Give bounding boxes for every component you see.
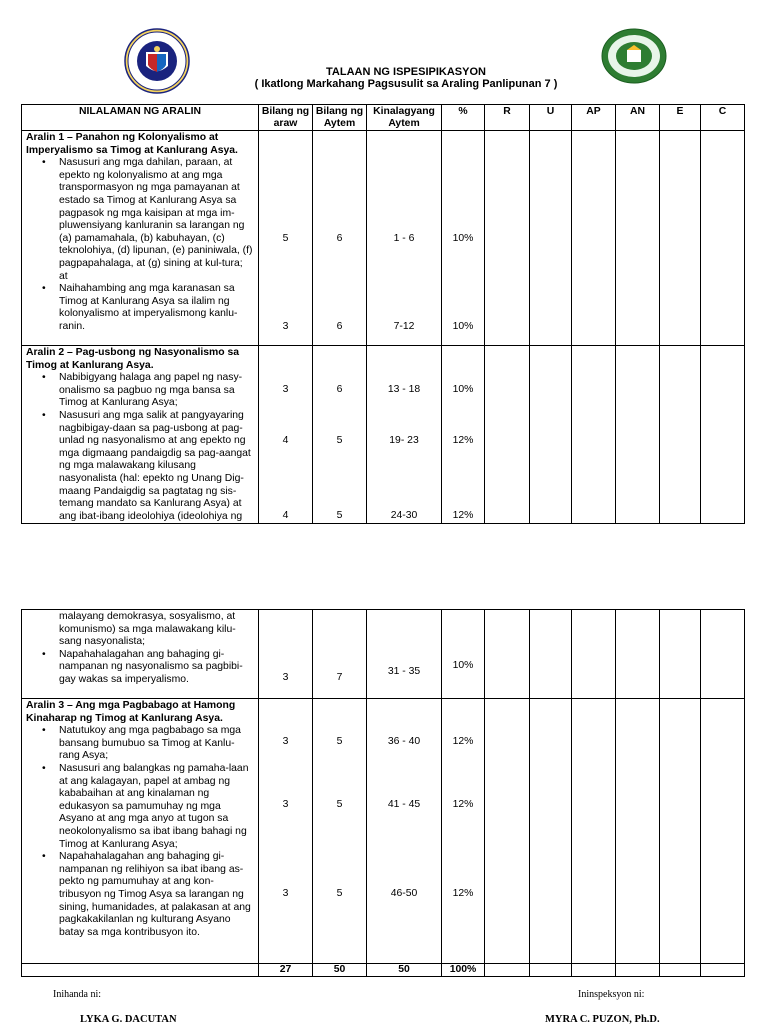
a1r1-pct: 10%	[452, 233, 474, 244]
a3r3-pct: 12%	[452, 888, 474, 899]
prepared-name: LYKA G. DACUTAN	[80, 1014, 177, 1024]
a2r1-araw: 3	[282, 384, 289, 395]
a2r2-kinalagyan: 19- 23	[389, 435, 419, 446]
header-bilang-araw: Bilang ng araw	[259, 105, 313, 131]
a2r4-pct: 10%	[452, 660, 474, 671]
a2r4-kinalagyan: 31 - 35	[387, 666, 421, 677]
a2r1-aytem: 6	[336, 384, 343, 395]
aralin3-bullet2: • Nasusuri ang balangkas ng pamaha-laan at ang kalagayan, papel at ambag ng kababaihan at ang kinalaman ng edukasyon sa pamumuhay ng mga Asyano at ang mga anyo at tugon sa neokolonyalismo sa ibat ibang bahagi ng Timog at Kanlurang Asya;	[26, 763, 254, 851]
a3r1-kinalagyan: 36 - 40	[387, 736, 421, 747]
a2r3-pct: 12%	[452, 510, 474, 521]
header-r: R	[485, 105, 530, 131]
inspected-label: Ininspeksyon ni:	[578, 989, 645, 1000]
aralin2-title: Aralin 2 – Pag-usbong ng Nasyonalismo sa Timog at Kanlurang Asya.	[26, 347, 240, 371]
a1r1-araw: 5	[282, 233, 289, 244]
aralin1-bullet1: • Nasusuri ang mga dahilan, paraan, at epekto ng kolonyalismo at ang mga transpormasyon ng mga pamayanan at estado sa Timog at Kanlurang Asya sa pagpasok ng mga kaisipan at mga im-pluwensiyang kanluranin sa larangan ng (a) pamamahala, (b) kabuhayan, (c) teknolohiya, (d) lipunan, (e) paniniwala, (f) pagpapahalaga, at (g) sining at kul-tura; at	[26, 157, 254, 283]
a2r4-araw: 3	[282, 672, 289, 683]
header-c: C	[701, 105, 745, 131]
aralin2-bullet2: • Nasusuri ang mga salik at pangyayaring nagbibigay-daan sa pag-usbong at pag-unlad ng nasyonalismo at ang epekto ng mga digmaang pandaigdig sa pag-aangat ng mga malawakang kilusang nasyonalista (hal: epekto ng Unang Dig-maang Pandaigdig sa pagtatag ng sis-temang mandato sa Kanlurang Asya) at ang ibat-ibang ideolohiya (ideolohiya ng	[26, 410, 254, 523]
a2r1-kinalagyan: 13 - 18	[387, 384, 421, 395]
table-row	[22, 699, 745, 964]
a1r2-aytem: 6	[336, 321, 343, 332]
header-kinalagyan: Kinalagyang Aytem	[367, 105, 442, 131]
page-title: TALAAN NG ISPESIPIKASYON	[326, 66, 486, 78]
a3r2-kinalagyan: 41 - 45	[387, 799, 421, 810]
a3r2-pct: 12%	[452, 799, 474, 810]
header-u: U	[530, 105, 572, 131]
aralin3-bullet3: • Napahahalagahan ang bahaging gi-nampanan ng relihiyon sa ibat ibang as-pekto ng pamumuhay at ang kon-tribusyon ng Timog Asya sa larangan ng sining, humanidades, at palakasan at ang pagkakakilanlan ng kulturang Asyano batay sa mga kontribusyon ito.	[26, 851, 254, 939]
prepared-label: Inihanda ni:	[53, 989, 102, 1000]
aralin1-bullet2: • Naihahambing ang mga karanasan sa Timog at Kanlurang Asya sa ilalim ng kolonyalismo at imperyalismong kanlu-ranin.	[26, 283, 254, 333]
a3r1-pct: 12%	[452, 736, 474, 747]
aralin3-title: Aralin 3 – Ang mga Pagbabago at Hamong Kinaharap ng Timog at Kanlurang Asya.	[26, 700, 236, 724]
table-row	[22, 346, 745, 524]
aralin2-bullet1: • Nabibigyang halaga ang papel ng nasy-onalismo sa pagbuo ng mga bansa sa Timog at Kanlurang Asya;	[26, 372, 254, 410]
a2r2-araw: 4	[282, 435, 289, 446]
a3r3-aytem: 5	[336, 888, 343, 899]
spec-table-part2	[21, 609, 745, 977]
table-row	[22, 610, 745, 699]
header-percent: %	[442, 105, 485, 131]
spec-table-part1	[21, 104, 745, 524]
total-kinalagyan: 50	[367, 964, 442, 977]
header-an: AN	[616, 105, 660, 131]
a3r3-kinalagyan: 46-50	[390, 888, 418, 899]
aralin3-bullet1: • Natutukoy ang mga pagbabago sa mga bansang bumubuo sa Timog at Kanlu-rang Asya;	[26, 725, 254, 763]
a1r2-pct: 10%	[452, 321, 474, 332]
header-nilalaman: NILALAMAN NG ARALIN	[22, 105, 259, 131]
a1r2-araw: 3	[282, 321, 289, 332]
inspected-name: MYRA C. PUZON, Ph.D.	[545, 1014, 660, 1024]
header-bilang-aytem: Bilang ng Aytem	[313, 105, 367, 131]
a1r2-kinalagyan: 7-12	[393, 321, 415, 332]
table-row	[22, 131, 745, 346]
a2r4-aytem: 7	[336, 672, 343, 683]
aralin1-title: Aralin 1 – Panahon ng Kolonyalismo at Imperyalismo sa Timog at Kanlurang Asya.	[26, 132, 238, 156]
a2r1-pct: 10%	[452, 384, 474, 395]
header-ap: AP	[572, 105, 616, 131]
total-pct: 100%	[442, 964, 485, 977]
aralin2-bullet2-continued: malayang demokrasya, sosyalismo, at komunismo) sa mga malawakang kilu-sang nasyonalista;	[59, 611, 236, 648]
a3r1-araw: 3	[282, 736, 289, 747]
a2r2-aytem: 5	[336, 435, 343, 446]
a3r1-aytem: 5	[336, 736, 343, 747]
total-araw: 27	[259, 964, 313, 977]
a2r3-aytem: 5	[336, 510, 343, 521]
a1r1-aytem: 6	[336, 233, 343, 244]
a3r2-aytem: 5	[336, 799, 343, 810]
totals-row	[22, 964, 745, 977]
a2r2-pct: 12%	[452, 435, 474, 446]
a3r2-araw: 3	[282, 799, 289, 810]
page-subtitle: ( Ikatlong Markahang Pagsusulit sa Araling Panlipunan 7 )	[254, 78, 558, 90]
a1r1-kinalagyan: 1 - 6	[393, 233, 415, 244]
total-aytem: 50	[313, 964, 367, 977]
aralin2-bullet3: • Napahahalagahan ang bahaging gi-nampanan ng nasyonalismo sa pagbibi-gay wakas sa imperyalismo.	[26, 649, 254, 687]
a2r3-araw: 4	[282, 510, 289, 521]
header-e: E	[660, 105, 701, 131]
a3r3-araw: 3	[282, 888, 289, 899]
a2r3-kinalagyan: 24-30	[390, 510, 418, 521]
